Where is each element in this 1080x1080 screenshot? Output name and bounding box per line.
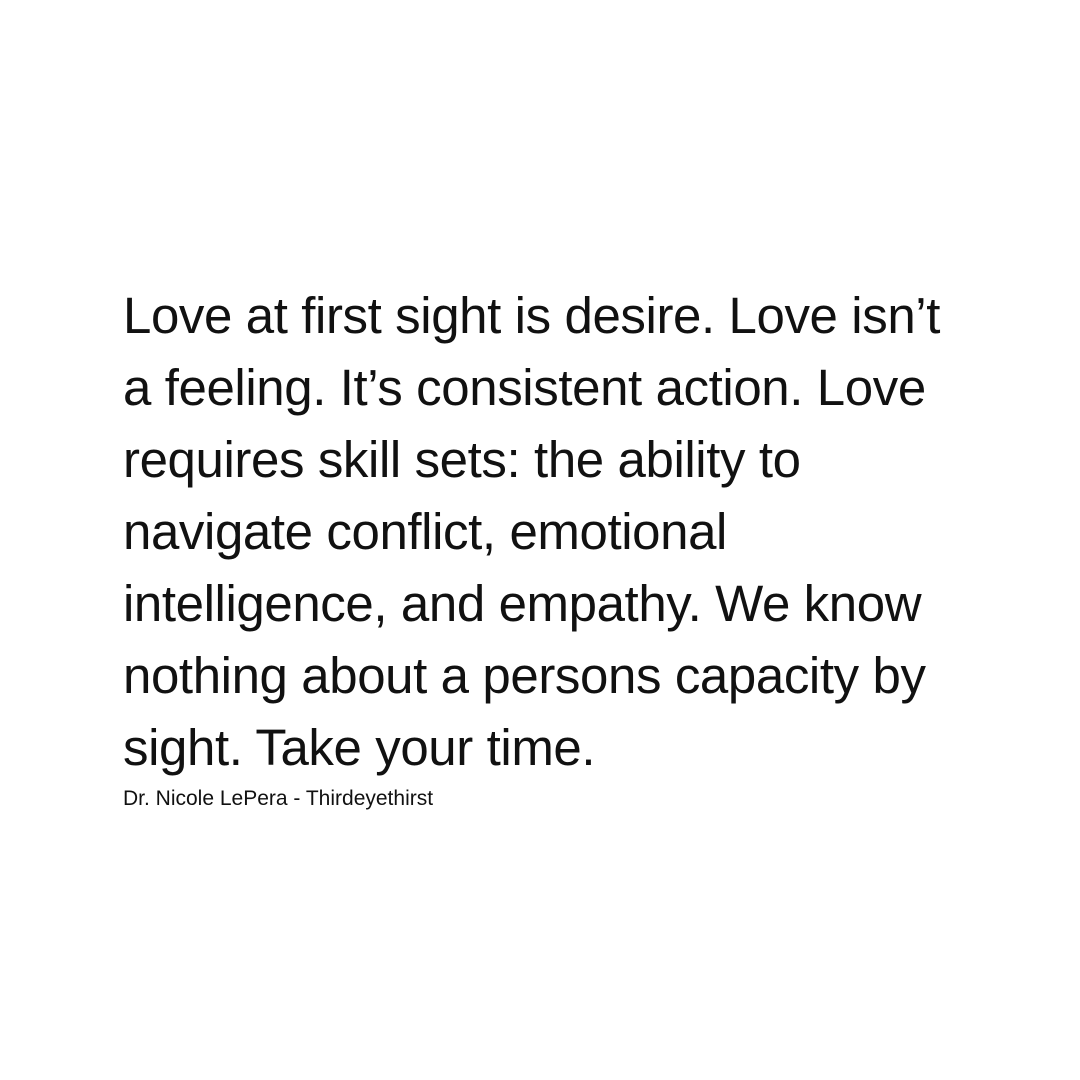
quote-line: sight. Take your time. xyxy=(123,719,596,776)
quote-block xyxy=(123,280,1003,812)
quote-line: a feeling. It’s consistent action. Love xyxy=(123,359,926,416)
quote-line: intelligence, and empathy. We know xyxy=(123,575,922,632)
quote-line: Love at first sight is desire. Love isn’t xyxy=(123,287,940,344)
quote-attribution: Dr. Nicole LePera - Thirdeyethirst xyxy=(123,787,434,810)
quote-line: requires skill sets: the ability to xyxy=(123,431,801,488)
quote-line: nothing about a persons capacity by xyxy=(123,647,926,704)
quote-line: navigate conflict, emotional xyxy=(123,503,727,560)
